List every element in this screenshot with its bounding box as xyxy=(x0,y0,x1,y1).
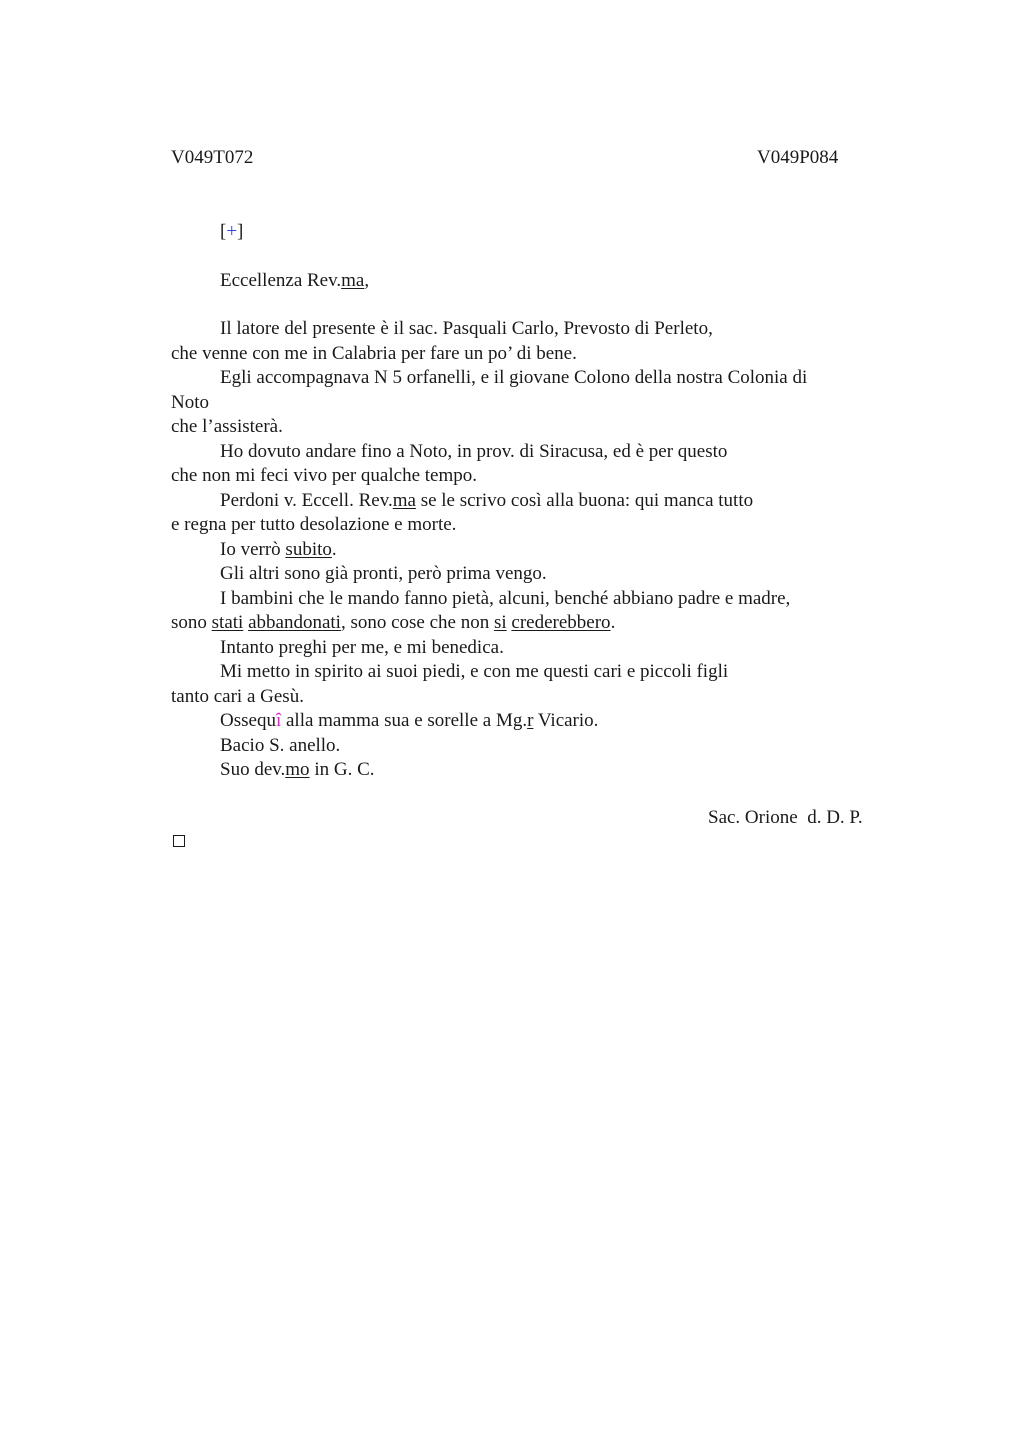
letter-line: Noto xyxy=(171,391,209,413)
letter-line: I bambini che le mando fanno pietà, alcuni, benché abbiano padre e madre, xyxy=(220,587,791,609)
letter-line: che l’assisterà. xyxy=(171,416,283,437)
letter-line: tanto cari a Gesù. xyxy=(171,685,304,707)
letter-line: Gli altri sono già pronti, però prima vengo. xyxy=(220,563,547,584)
closing-line: Suo dev.mo in G. C. xyxy=(220,759,375,780)
letter-line: Il latore del presente è il sac. Pasquali Carlo, Prevosto di Perleto, xyxy=(220,318,713,339)
letter-line: sono stati abbandonati, sono cose che non si crederebbero. xyxy=(171,612,616,633)
letter-line: Ho dovuto andare fino a Noto, in prov. di Siracusa, ed è per questo xyxy=(220,440,728,462)
letter-line: Intanto preghi per me, e mi benedica. xyxy=(220,636,504,658)
plus-icon: + xyxy=(226,221,238,242)
signature: Sac. Orione d. D. P. xyxy=(708,807,863,828)
letter-line: Ossequî alla mamma sua e sorelle a Mg.r Vicario. xyxy=(220,710,599,731)
letter-line: e regna per tutto desolazione e morte. xyxy=(171,514,457,535)
letter-line: che venne con me in Calabria per fare un po’ di bene. xyxy=(171,342,577,364)
letter-line: Egli accompagnava N 5 orfanelli, e il giovane Colono della nostra Colonia di xyxy=(220,367,808,388)
letter-line: Bacio S. anello. xyxy=(220,734,341,756)
salutation: Eccellenza Rev.ma, xyxy=(220,269,370,291)
letter-line: che non mi feci vivo per qualche tempo. xyxy=(171,465,478,486)
letter-line: Io verrò subito. xyxy=(220,538,337,560)
editorial-marker: [+] xyxy=(220,221,244,242)
document-code-left: V049T072 xyxy=(171,147,254,168)
checkbox-square-icon xyxy=(173,835,185,847)
letter-line: Mi metto in spirito ai suoi piedi, e con me questi cari e piccoli figli xyxy=(220,661,729,682)
letter-line: Perdoni v. Eccell. Rev.ma se le scrivo così alla buona: qui manca tutto xyxy=(220,489,754,511)
letter-body xyxy=(171,220,871,783)
document-code-right: V049P084 xyxy=(757,147,839,168)
